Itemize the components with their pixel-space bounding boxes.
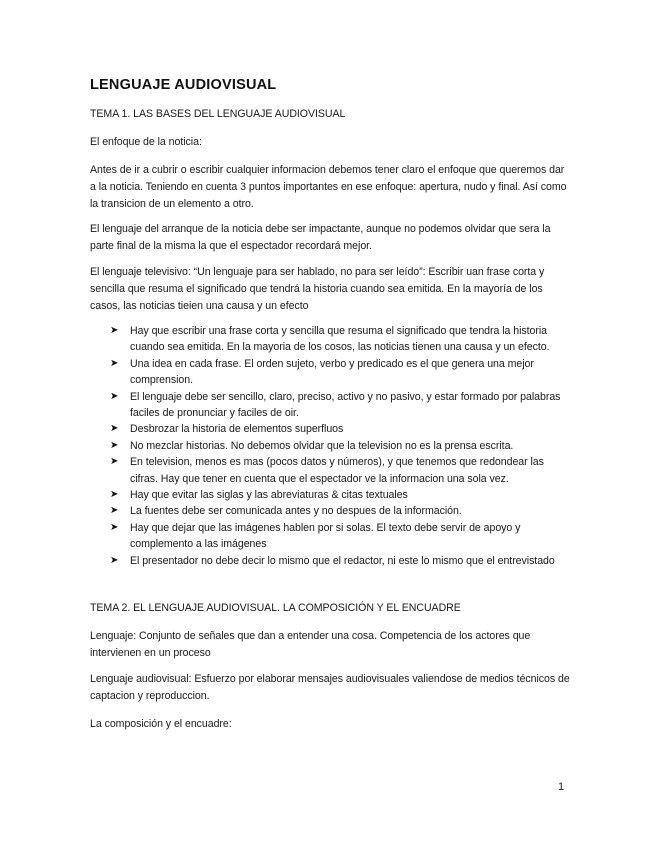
section-heading-tema-1: TEMA 1. LAS BASES DEL LENGUAJE AUDIOVISUAL bbox=[90, 108, 346, 120]
arrowhead-bullet-icon: ➤ bbox=[110, 554, 119, 566]
arrowhead-bullet-icon: ➤ bbox=[110, 505, 119, 517]
list-item bbox=[90, 520, 572, 553]
bullet-list bbox=[90, 323, 572, 569]
paragraph-lenguaje-audiovisual: Lenguaje audiovisual: Esfuerzo por elaborar mensajes audiovisuales valiendose de medios técnicos de captacion y reproduccion. bbox=[90, 673, 570, 703]
list-item-text: Hay que dejar que las imágenes hablen por si solas. El texto debe servir de apoyo y complemento a las imágenes bbox=[130, 521, 521, 551]
list-item-text: La fuentes debe ser comunicada antes y no despues de la información. bbox=[130, 505, 462, 518]
paragraph-arranque: El lenguaje del arranque de la noticia debe ser impactante, aunque no podemos olvidar que sera la parte final de la misma la que el espectador recordará mejor. bbox=[90, 223, 551, 253]
arrowhead-bullet-icon: ➤ bbox=[110, 456, 119, 468]
list-item-text: Desbrozar la historia de elementos superfluos bbox=[130, 423, 344, 436]
arrowhead-bullet-icon: ➤ bbox=[110, 439, 119, 451]
arrowhead-bullet-icon: ➤ bbox=[110, 357, 119, 369]
paragraph-composicion-label: La composición y el encuadre: bbox=[90, 718, 232, 730]
paragraph-lenguaje-televisivo: El lenguaje televisivo: “Un lenguaje para ser hablado, no para ser leído”: Escribir uan frase corta y sencilla que resuma el significado que tendrá la historia cuando sea emitida. En la mayoría de los casos, las noticias tieien una causa y un efecto bbox=[90, 266, 545, 313]
list-item-text: Hay que evitar las siglas y las abreviaturas & citas textuales bbox=[130, 489, 408, 502]
list-item bbox=[90, 487, 572, 503]
list-item bbox=[90, 503, 572, 519]
section-heading-tema-2: TEMA 2. EL LENGUAJE AUDIOVISUAL. LA COMPOSICIÓN Y EL ENCUADRE bbox=[90, 602, 461, 614]
arrowhead-bullet-icon: ➤ bbox=[110, 521, 119, 533]
list-item bbox=[90, 389, 572, 422]
list-item bbox=[90, 323, 572, 356]
list-item-text: Hay que escribir una frase corta y sencilla que resuma el significado que tendra la historia cuando sea emitida. En la mayoria de los cosos, las noticias tienen una causa y un efecto. bbox=[130, 325, 550, 354]
paragraph-enfoque: Antes de ir a cubrir o escribir cualquier informacion debemos tener claro el enfoque que queremos dar a la noticia. Teniendo en cuenta 3 puntos importantes en ese enfoque: apertura, nudo y final. Así como la transicion de un elemento a otro. bbox=[90, 164, 567, 211]
arrowhead-bullet-icon: ➤ bbox=[110, 390, 119, 402]
paragraph-lenguaje-definicion: Lenguaje: Conjunto de señales que dan a entender una cosa. Competencia de los actores que intervienen en un proceso bbox=[90, 630, 531, 660]
list-item bbox=[90, 438, 572, 454]
arrowhead-bullet-icon: ➤ bbox=[110, 489, 119, 501]
list-item bbox=[90, 421, 572, 437]
list-item bbox=[90, 553, 572, 569]
arrowhead-bullet-icon: ➤ bbox=[110, 325, 119, 336]
list-item-text: El presentador no debe decir lo mismo que el redactor, ni este lo mismo que el entrevistado bbox=[130, 554, 555, 567]
paragraph-enfoque-label: El enfoque de la noticia: bbox=[90, 136, 202, 148]
list-item-text: El lenguaje debe ser sencillo, claro, preciso, activo y no pasivo, y estar formado por palabras faciles de pronunciar y faciles de oir. bbox=[130, 390, 561, 420]
list-item-text: Una idea en cada frase. El orden sujeto, verbo y predicado es el que genera una mejor comprension. bbox=[130, 357, 534, 387]
arrowhead-bullet-icon: ➤ bbox=[110, 423, 119, 435]
page-number: 1 bbox=[558, 781, 565, 793]
document-title: LENGUAJE AUDIOVISUAL bbox=[90, 77, 277, 93]
list-item-text: En television, menos es mas (pocos datos y números), y que tenemos que redondear las cifras. Hay que tener en cuenta que el espectador ve la informacion una sola vez. bbox=[130, 456, 544, 485]
list-item-text: No mezclar historias. No debemos olvidar que la television no es la prensa escrita. bbox=[130, 439, 514, 452]
list-item bbox=[90, 356, 572, 389]
list-item bbox=[90, 454, 572, 487]
